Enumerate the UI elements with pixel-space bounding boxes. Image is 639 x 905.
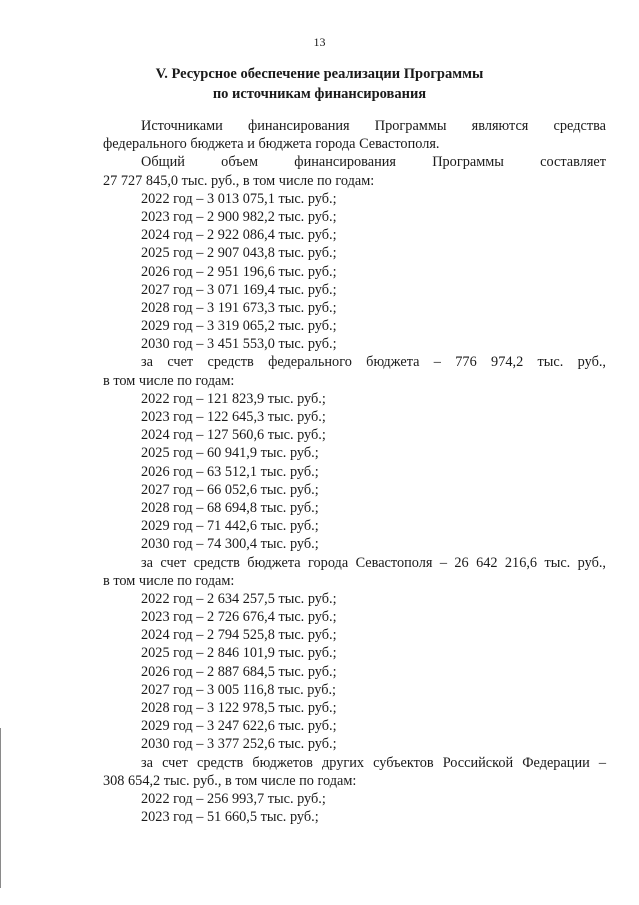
total-year-item: 2029 год – 3 319 065,2 тыс. руб.; xyxy=(141,318,337,335)
total-line-2: 27 727 845,0 тыс. руб., в том числе по годам: xyxy=(103,172,375,189)
city-year-item: 2030 год – 3 377 252,6 тыс. руб.; xyxy=(141,736,337,753)
scan-edge-mark xyxy=(0,728,1,888)
total-year-item: 2025 год – 2 907 043,8 тыс. руб.; xyxy=(141,245,337,262)
total-year-item: 2030 год – 3 451 553,0 тыс. руб.; xyxy=(141,336,337,353)
intro-line-2: федерального бюджета и бюджета города Севастополя. xyxy=(103,136,440,153)
federal-year-item: 2027 год – 66 052,6 тыс. руб.; xyxy=(141,481,319,498)
total-year-item: 2027 год – 3 071 169,4 тыс. руб.; xyxy=(141,281,337,298)
federal-line-1: за счет средств федерального бюджета – 776 974,2 тыс. руб., xyxy=(141,354,606,371)
intro-line-1: Источниками финансирования Программы являются средства xyxy=(141,118,606,134)
subjects-year-item: 2022 год – 256 993,7 тыс. руб.; xyxy=(141,790,326,807)
city-year-item: 2029 год – 3 247 622,6 тыс. руб.; xyxy=(141,718,337,735)
page-number: 13 xyxy=(313,35,326,49)
federal-years-list xyxy=(103,390,606,554)
subjects-line-1: за счет средств бюджетов других субъектов Российской Федерации – xyxy=(141,754,606,771)
heading-line-2: по источникам финансирования xyxy=(212,86,427,102)
federal-year-item: 2024 год – 127 560,6 тыс. руб.; xyxy=(141,427,326,444)
city-year-item: 2022 год – 2 634 257,5 тыс. руб.; xyxy=(141,590,337,607)
city-line-1: за счет средств бюджета города Севастополя – 26 642 216,6 тыс. руб., xyxy=(141,554,606,571)
total-year-item: 2028 год – 3 191 673,3 тыс. руб.; xyxy=(141,299,337,316)
federal-year-item: 2028 год – 68 694,8 тыс. руб.; xyxy=(141,499,319,516)
federal-year-item: 2022 год – 121 823,9 тыс. руб.; xyxy=(141,390,326,407)
subjects-line-2: 308 654,2 тыс. руб., в том числе по годам: xyxy=(103,772,357,789)
federal-year-item: 2029 год – 71 442,6 тыс. руб.; xyxy=(141,518,319,535)
city-years-list xyxy=(103,590,606,754)
city-year-item: 2026 год – 2 887 684,5 тыс. руб.; xyxy=(141,663,337,680)
total-year-item: 2023 год – 2 900 982,2 тыс. руб.; xyxy=(141,208,337,225)
total-years-list xyxy=(103,190,606,354)
city-line-2: в том числе по годам: xyxy=(103,572,235,589)
total-line-1: Общий объем финансирования Программы составляет xyxy=(141,154,606,171)
city-year-item: 2023 год – 2 726 676,4 тыс. руб.; xyxy=(141,609,337,626)
city-year-item: 2025 год – 2 846 101,9 тыс. руб.; xyxy=(141,645,337,662)
city-year-item: 2027 год – 3 005 116,8 тыс. руб.; xyxy=(141,681,337,698)
body-text xyxy=(103,117,606,826)
federal-year-item: 2023 год – 122 645,3 тыс. руб.; xyxy=(141,409,326,425)
total-year-item: 2022 год – 3 013 075,1 тыс. руб.; xyxy=(141,190,337,207)
city-year-item: 2028 год – 3 122 978,5 тыс. руб.; xyxy=(141,700,337,716)
total-year-item: 2026 год – 2 951 196,6 тыс. руб.; xyxy=(141,263,337,280)
heading-line-1: V. Ресурсное обеспечение реализации Программы xyxy=(155,66,484,82)
federal-year-item: 2026 год – 63 512,1 тыс. руб.; xyxy=(141,463,319,480)
city-year-item: 2024 год – 2 794 525,8 тыс. руб.; xyxy=(141,627,337,644)
federal-year-item: 2025 год – 60 941,9 тыс. руб.; xyxy=(141,445,319,462)
federal-line-2: в том числе по годам: xyxy=(103,372,235,389)
subjects-year-item: 2023 год – 51 660,5 тыс. руб.; xyxy=(141,809,319,826)
total-year-item: 2024 год – 2 922 086,4 тыс. руб.; xyxy=(141,227,337,244)
subjects-years-list xyxy=(103,790,606,826)
section-heading xyxy=(0,64,639,104)
federal-year-item: 2030 год – 74 300,4 тыс. руб.; xyxy=(141,536,319,553)
